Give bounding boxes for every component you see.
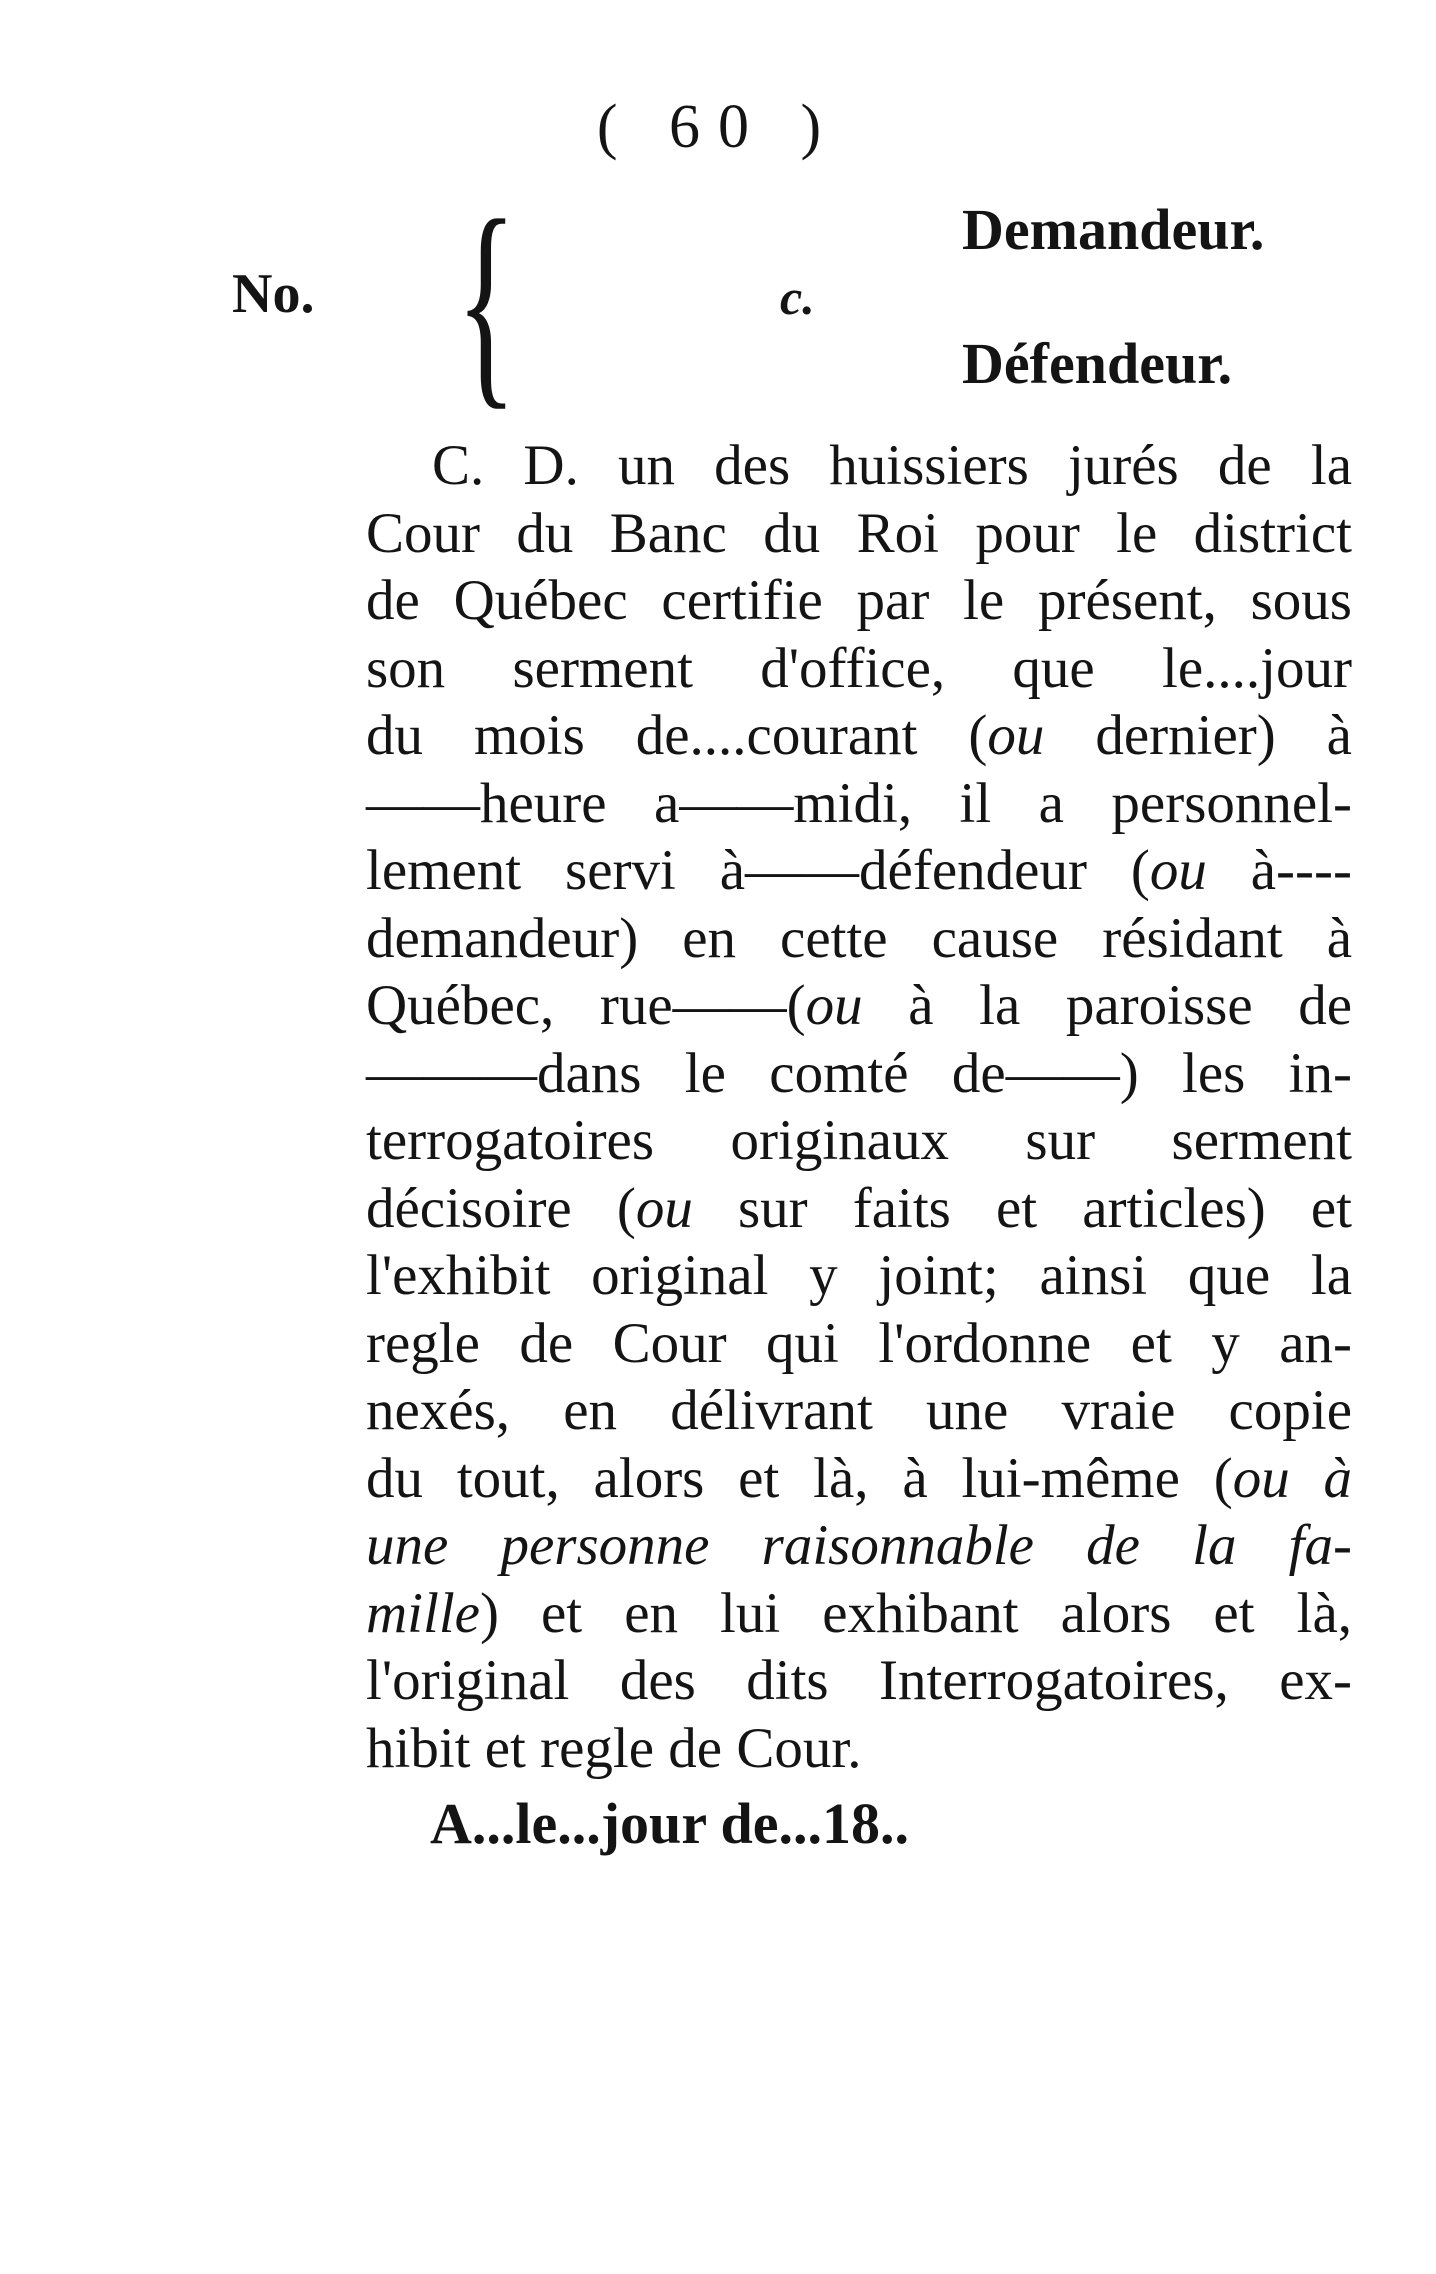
body-line	[366, 635, 1352, 703]
body-line	[366, 1040, 1352, 1108]
body-line	[366, 1512, 1352, 1580]
body-line	[366, 1107, 1352, 1175]
caption-number: No.	[232, 263, 315, 325]
body-line	[366, 770, 1352, 838]
body-line	[366, 905, 1352, 973]
text-segment: décisoire (	[366, 1176, 636, 1240]
body-line	[366, 1175, 1352, 1243]
text-segment: l'original des dits Interrogatoires, ex-	[366, 1649, 1352, 1712]
text-segment: nexés, en délivrant une vraie copie	[366, 1379, 1352, 1442]
body-line	[366, 500, 1352, 568]
text-segment: demandeur) en cette cause résidant à	[366, 906, 1352, 970]
text-segment: à----	[1206, 839, 1352, 902]
text-segment: à la paroisse de	[862, 974, 1352, 1037]
text-segment: ——heure a——midi, il a personnel-	[366, 771, 1352, 835]
text-segment: du mois de....courant (	[366, 704, 988, 767]
body-line	[366, 702, 1352, 770]
text-segment: terrogatoires originaux sur serment	[366, 1109, 1352, 1172]
text-segment: ) et en lui exhibant alors et là,	[479, 1581, 1352, 1645]
body-line	[366, 1715, 1352, 1783]
text-segment: de Québec certifie par le présent, sous	[366, 569, 1352, 632]
text-segment: Québec, rue——(	[366, 974, 806, 1037]
text-segment: lement servi à——défendeur (	[366, 839, 1150, 902]
closing-date-line: A...le...jour de...18..	[430, 1791, 910, 1856]
body-line	[366, 1647, 1352, 1715]
body-line	[366, 1580, 1352, 1648]
body-line	[366, 1445, 1352, 1513]
text-segment: sur faits et articles) et	[692, 1176, 1352, 1240]
text-segment: son serment d'office, que le....jour	[366, 636, 1352, 700]
text-segment: hibit et regle de Cour.	[366, 1716, 862, 1780]
body-line	[366, 1310, 1352, 1378]
body-line	[366, 1242, 1352, 1310]
text-segment: dernier) à	[1044, 704, 1352, 767]
certificate-body	[366, 432, 1352, 1782]
plaintiff-label: Demandeur.	[962, 197, 1265, 262]
page-number: ( 60 )	[596, 93, 840, 161]
body-line	[366, 972, 1352, 1040]
caption-versus: c.	[780, 269, 815, 325]
body-line	[366, 1377, 1352, 1445]
text-segment: Cour du Banc du Roi pour le district	[366, 501, 1352, 565]
text-segment: du tout, alors et là, à lui-même (	[366, 1446, 1233, 1510]
text-segment: ———dans le comté de——) les in-	[366, 1041, 1352, 1105]
italic-text: ou	[987, 704, 1045, 767]
defendant-label: Défendeur.	[962, 331, 1233, 396]
italic-text: ou	[635, 1176, 693, 1240]
text-segment: regle de Cour qui l'ordonne et y an-	[366, 1311, 1352, 1375]
body-line	[366, 837, 1352, 905]
text-segment: l'exhibit original y joint; ainsi que la	[366, 1244, 1352, 1307]
italic-text: ou à	[1232, 1446, 1353, 1510]
italic-text: mille	[366, 1581, 480, 1645]
italic-text: ou	[1149, 839, 1207, 902]
caption-brace: {	[456, 173, 517, 428]
italic-text: une personne raisonnable de la fa-	[366, 1514, 1352, 1577]
italic-text: ou	[805, 974, 863, 1037]
body-line	[366, 567, 1352, 635]
body-line	[366, 432, 1352, 500]
text-segment: C. D. un des huissiers jurés de la	[432, 434, 1352, 497]
